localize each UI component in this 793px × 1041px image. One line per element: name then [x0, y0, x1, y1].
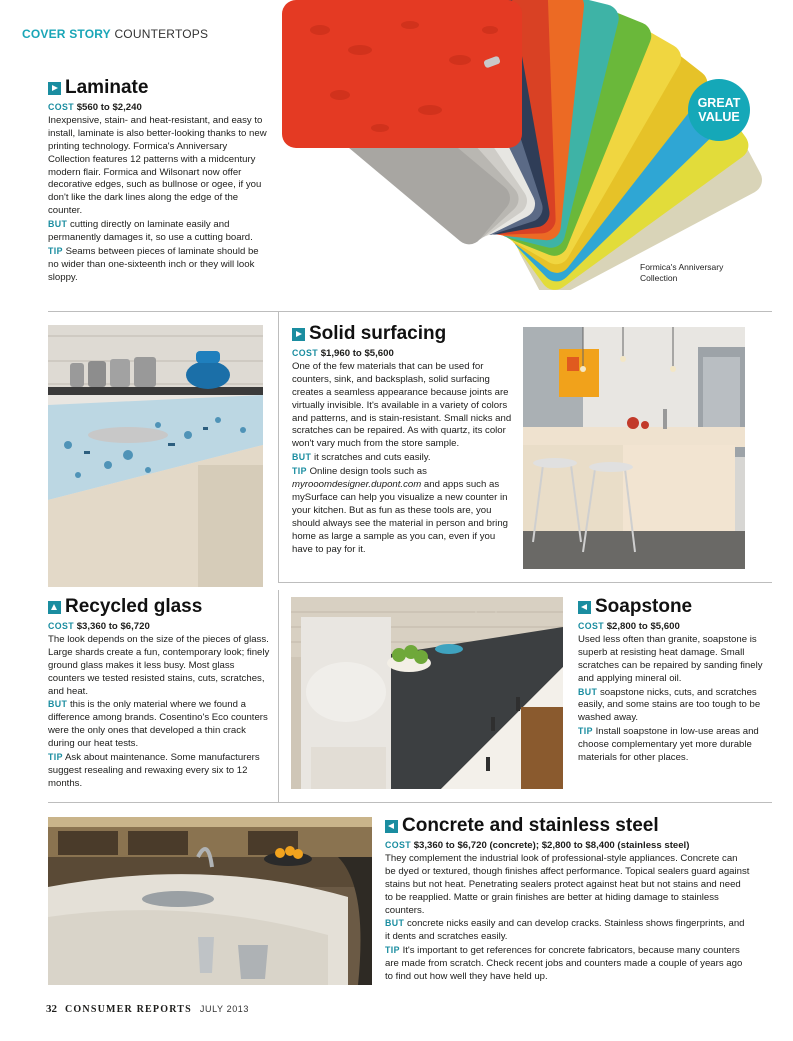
soapstone-title: Soapstone: [595, 596, 693, 617]
solid-title: Solid surfacing: [309, 323, 447, 344]
cost-label: COST: [385, 840, 412, 850]
concrete-heading: [385, 815, 750, 837]
but-label: BUT: [385, 918, 405, 929]
magazine-name: CONSUMER REPORTS: [65, 1004, 192, 1015]
soapstone-photo: [291, 597, 563, 789]
tip-label: TIP: [48, 245, 63, 256]
recycled-tip-text: Ask about maintenance. Some manufacturers suggest resealing and rewaxing every six to 12 months.: [48, 752, 260, 789]
solid-tip-post: and apps such as mySurface can help you visualize a new counter in your kitchen. But as fun as these tools are, you should always see the material in person and bring home as large a sample as you can, even if you have to pay for it.: [292, 479, 508, 555]
soapstone-cost: [578, 620, 768, 634]
laminate-heading: [48, 77, 270, 99]
but-label: BUT: [578, 686, 598, 697]
concrete-text: They complement the industrial look of professional-style appliances. Concrete can be dyed or textured, though finishes affect performance. Topical sealers guard against stains but not heat. Penetrating sealers protect against heat but not stains and need to be reapplied. Matte or grain finishes are better at hiding damage to stainless counters.: [385, 852, 750, 916]
tip-label: TIP: [578, 726, 593, 737]
concrete-title: Concrete and stainless steel: [402, 815, 659, 836]
arrow-right-icon: [48, 82, 61, 95]
laminate-cost: [48, 101, 270, 115]
page-footer: [46, 1003, 249, 1015]
recycled-heading: [48, 596, 270, 618]
tip-label: TIP: [385, 945, 400, 956]
great-value-badge: [688, 79, 750, 141]
laminate-fan-illustration: [280, 0, 770, 290]
badge-line2: VALUE: [698, 110, 740, 124]
concrete-steel-photo: [48, 817, 372, 985]
solid-surfacing-photo: [523, 327, 745, 569]
solid-text: One of the few materials that can be used for counters, sink, and backsplash, solid surfacing creates a seamless appearance because joints are virtually invisible. It's available in a variety of colors and patterns, and is stain-resistant. Small nicks and scratches can be repaired. As with quartz, its color won't vary much from the store sample.: [292, 360, 512, 450]
soapstone-text: Used less often than granite, soapstone is superb at resisting heat damage. Small scratches can be repaired by sanding finely and applying mineral oil.: [578, 633, 763, 684]
arrow-left-icon: [385, 820, 398, 833]
concrete-tip-text: It's important to get references for concrete fabricators, because many counters are made from scratch. Check recent jobs and counters made a couple of years ago to find out how well they have held up.: [385, 945, 743, 983]
recycled-glass-illustration: [48, 325, 263, 587]
cost-label: COST: [48, 621, 75, 631]
section-recycled-glass: [48, 596, 270, 791]
solid-cost: [292, 347, 514, 361]
header-section: COVER STORY: [22, 27, 111, 41]
arrow-up-icon: [48, 601, 61, 614]
soapstone-cost-value: $2,800 to $5,600: [606, 621, 680, 632]
section-laminate: [48, 77, 270, 285]
recycled-but: [48, 698, 270, 751]
soapstone-tip-text: Install soapstone in low-use areas and choose complementary yet more durable materials for other places.: [578, 726, 759, 764]
laminate-swatch-photo: [280, 0, 770, 290]
section-concrete-steel: [385, 815, 750, 984]
laminate-tip-text: Seams between pieces of laminate should be no wider than one-sixteenth inch or they will look sloppy.: [48, 245, 259, 283]
divider-lower: [48, 802, 772, 803]
divider-middle: [278, 582, 772, 583]
laminate-tip: [48, 245, 270, 285]
section-soapstone: [578, 596, 768, 765]
solid-heading: [292, 323, 514, 345]
solid-tip: [292, 465, 514, 556]
laminate-but: [48, 218, 270, 245]
divider-upper: [48, 311, 772, 312]
concrete-but: [385, 917, 750, 944]
soapstone-illustration: [291, 597, 563, 789]
cost-label: COST: [292, 348, 319, 358]
recycled-text: The look depends on the size of the pieces of glass. Large shards create a fun, contemporary look; finely ground glass makes it less busy. Most glass counters we tested resisted stains, cuts, scratches, and heat.: [48, 633, 270, 697]
solid-tip-pre: Online design tools such as: [309, 466, 427, 478]
laminate-caption: Formica's Anniversary Collection: [640, 262, 724, 283]
solid-cost-value: $1,960 to $5,600: [320, 348, 394, 359]
issue-date: JULY 2013: [199, 1004, 250, 1014]
soapstone-but-text: soapstone nicks, cuts, and scratches easily, and some stains are too tough to be washed away.: [578, 686, 761, 724]
cost-label: COST: [48, 102, 75, 112]
tip-label: TIP: [292, 466, 307, 477]
solid-surfacing-illustration: [523, 327, 745, 569]
but-label: BUT: [48, 219, 68, 230]
running-header: [22, 27, 208, 41]
arrow-right-icon: [292, 328, 305, 341]
but-label: BUT: [292, 452, 312, 463]
recycled-tip: [48, 751, 270, 791]
recycled-cost: [48, 620, 270, 634]
laminate-cost-value: $560 to $2,240: [76, 102, 142, 113]
concrete-steel-illustration: [48, 817, 372, 985]
divider-recycled-right: [278, 590, 279, 802]
cost-label: COST: [578, 621, 605, 631]
tip-label: TIP: [48, 752, 63, 763]
laminate-text: Inexpensive, stain- and heat-resistant, and easy to install, laminate is also better-looking thanks to new printing technology. Formica's Anniversary Collection features 12 patterns with a midcentury modern flair. Formica and Wilsonart now offer decorative edges, such as bullnose or ogee, if you don't like the dark lines along the edge of the counter.: [48, 114, 267, 217]
recycled-title: Recycled glass: [65, 596, 203, 617]
solid-tip-url: myrooomdesigner.dupont.com: [292, 479, 422, 491]
header-topic: COUNTERTOPS: [114, 27, 209, 41]
solid-but-text: it scratches and cuts easily.: [313, 452, 431, 464]
section-solid-surfacing: [292, 323, 514, 557]
recycled-cost-value: $3,360 to $6,720: [76, 621, 150, 632]
laminate-title: Laminate: [65, 77, 149, 98]
concrete-cost-value: $3,360 to $6,720 (concrete); $2,800 to $8,400 (stainless steel): [413, 840, 690, 851]
badge-line1: GREAT: [697, 96, 741, 110]
concrete-but-text: concrete nicks easily and can develop cracks. Stainless shows fingerprints, and it dents and scratches easily.: [385, 918, 745, 943]
concrete-cost: [385, 839, 750, 853]
soapstone-tip: [578, 725, 768, 765]
laminate-but-text: cutting directly on laminate easily and permanently damages it, so use a cutting board.: [48, 219, 253, 244]
but-label: BUT: [48, 699, 68, 710]
solid-but: [292, 451, 514, 465]
recycled-glass-photo: [48, 325, 263, 587]
arrow-left-icon: [578, 601, 591, 614]
divider-solid-left: [278, 312, 279, 582]
recycled-but-text: this is the only material where we found a difference among brands. Cosentino's Eco counters were the only ones that developed a thin crack during our heat tests.: [48, 699, 268, 750]
page-number: 32: [46, 1003, 57, 1015]
soapstone-but: [578, 686, 768, 726]
soapstone-heading: [578, 596, 768, 618]
concrete-tip: [385, 944, 750, 984]
